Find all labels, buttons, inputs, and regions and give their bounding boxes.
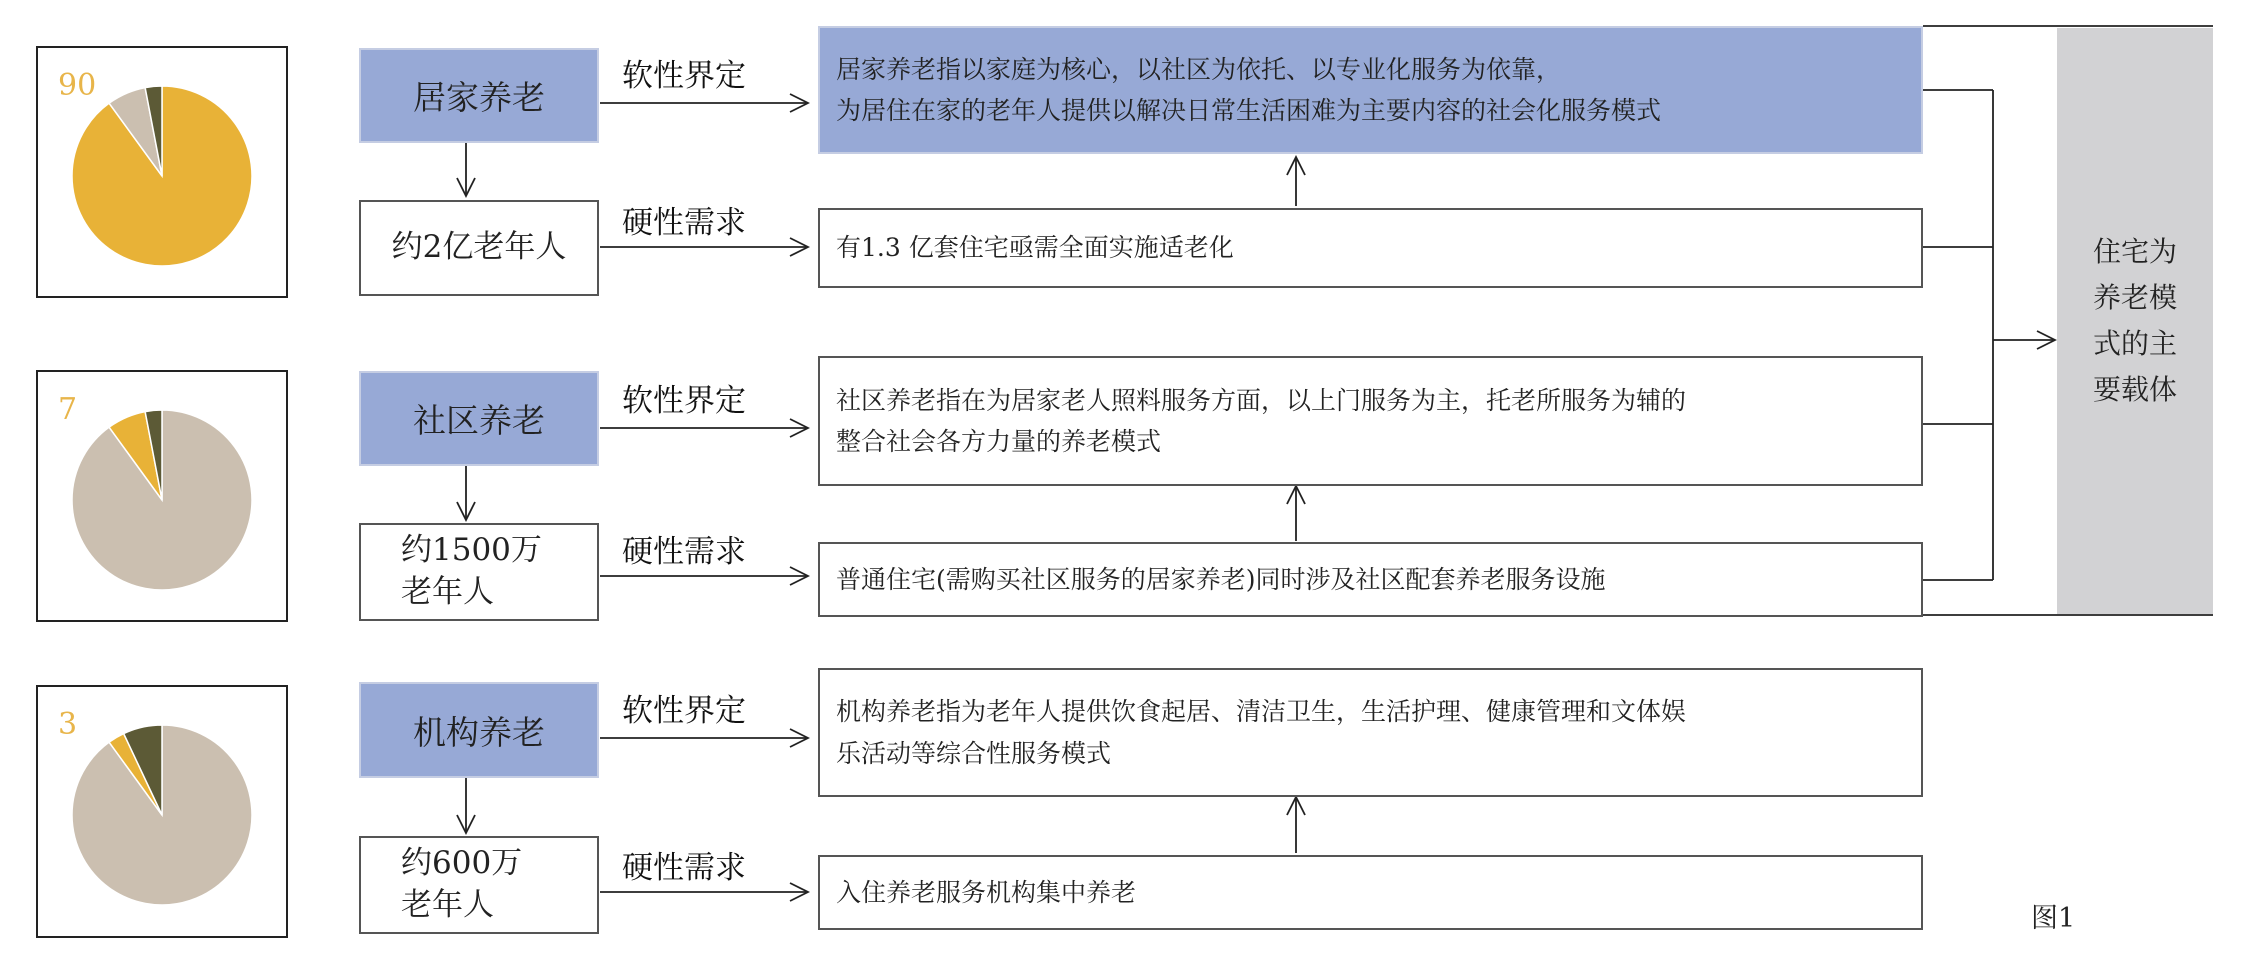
- definition-line: 社区养老指在为居家老人照料服务方面，以上门服务为主，托老所服务为辅的: [836, 385, 1687, 415]
- definition-line: 为居住在家的老年人提供以解决日常生活困难为主要内容的社会化服务模式: [836, 96, 1662, 125]
- pie-label-row2: 7: [58, 392, 78, 427]
- requirement-text: 普通住宅(需购买社区服务的居家养老)同时涉及社区配套养老服务设施: [836, 564, 1606, 594]
- mode-box-community: 社区养老: [359, 371, 599, 466]
- definition-line: 整合社会各方力量的养老模式: [836, 427, 1162, 456]
- pie-label-row3: 3: [58, 707, 78, 742]
- hard-demand-label: 硬性需求: [622, 205, 746, 241]
- soft-definition-label: 软性界定: [622, 693, 746, 729]
- population-text: 约600万: [401, 845, 523, 882]
- population-box-home: [359, 200, 599, 296]
- definition-line: 机构养老指为老年人提供饮食起居、清洁卫生，生活护理、健康管理和文体娱: [836, 697, 1687, 727]
- population-text: 约2亿老年人: [391, 229, 567, 266]
- pie-label-row1: 90: [58, 68, 97, 103]
- definition-box-home: [818, 26, 1923, 154]
- side-panel-text: 住宅为 养老模 式的主 要载体: [2092, 234, 2177, 407]
- mode-box-home: 居家养老: [359, 48, 599, 143]
- soft-definition-label: 软性界定: [622, 58, 746, 94]
- requirement-text: 有1.3 亿套住宅亟需全面实施适老化: [836, 233, 1234, 263]
- figure-label: 图1: [2031, 903, 2076, 934]
- requirement-box-home: [818, 208, 1923, 288]
- definition-box-institution: [818, 668, 1923, 797]
- population-box-community: [359, 523, 599, 621]
- population-box-institution: [359, 836, 599, 934]
- requirement-box-community: [818, 542, 1923, 617]
- pie-frame-row3: [36, 685, 288, 938]
- definition-line: 乐活动等综合性服务模式: [836, 738, 1112, 768]
- soft-definition-label: 软性界定: [622, 383, 746, 419]
- pie-frame-row1: [36, 46, 288, 298]
- pie-frame-row2: [36, 370, 288, 622]
- hard-demand-label: 硬性需求: [622, 850, 746, 886]
- population-text: 老年人: [401, 887, 494, 923]
- definition-box-community: [818, 356, 1923, 486]
- mode-box-institution: 机构养老: [359, 682, 599, 778]
- population-text: 约1500万: [401, 532, 542, 569]
- hard-demand-label: 硬性需求: [622, 534, 746, 570]
- side-panel: [2057, 28, 2213, 614]
- requirement-text: 入住养老服务机构集中养老: [836, 877, 1137, 907]
- definition-line: 居家养老指以家庭为核心，以社区为依托、以专业化服务为依靠，: [836, 54, 1562, 84]
- population-text: 老年人: [401, 574, 494, 610]
- requirement-box-institution: [818, 855, 1923, 930]
